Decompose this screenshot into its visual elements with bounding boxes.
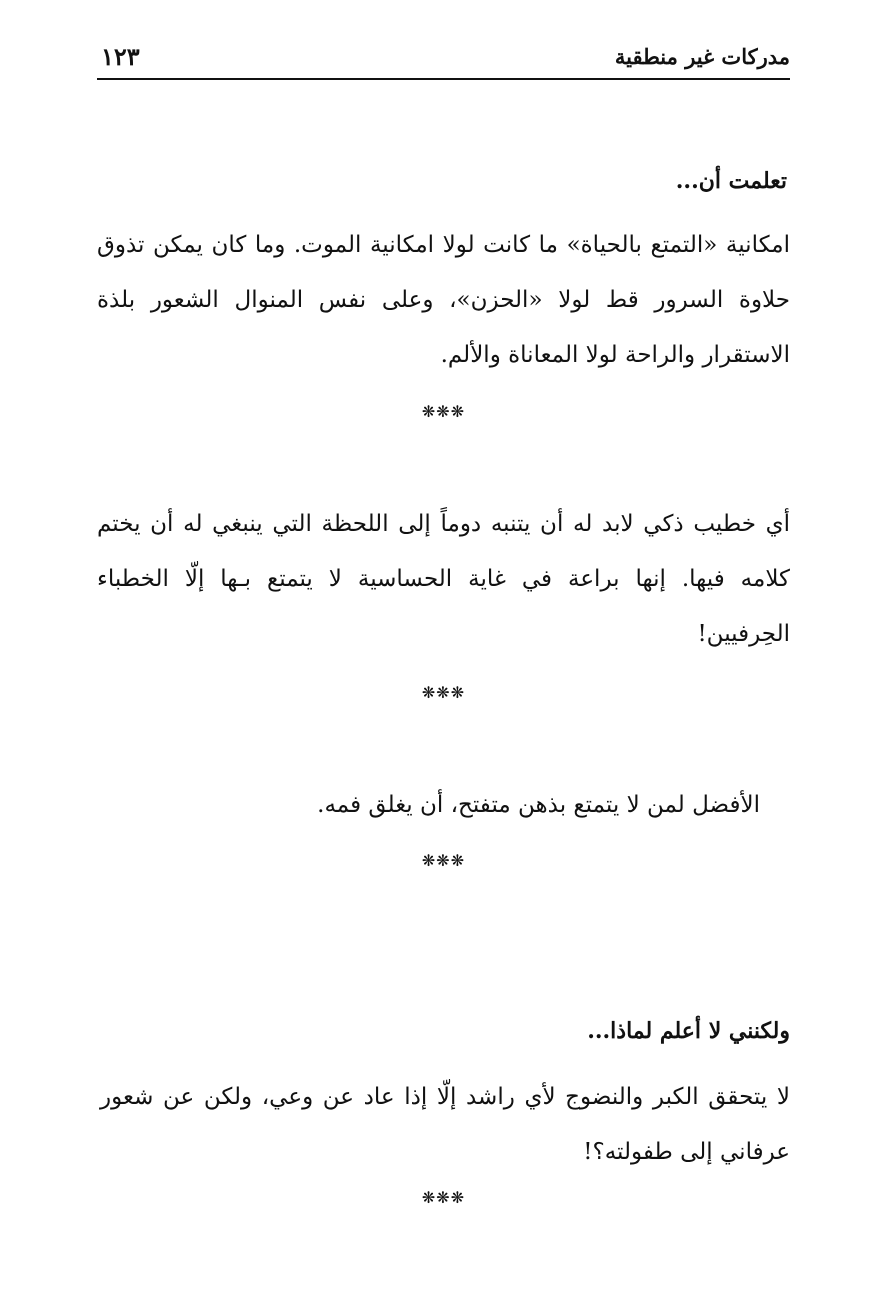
section-separator: ❋❋❋ — [421, 683, 466, 702]
section-separator: ❋❋❋ — [421, 1188, 466, 1207]
paragraph: امكانية «التمتع بالحياة» ما كانت لولا امكانية الموت. وما كان يمكن تذوق حلاوة السرور قط لولا «الحزن»، وعلى نفس المنوال الشعور بلذة الاستقرار والراحة لولا المعاناة والألم. — [97, 232, 790, 368]
section-separator: ❋❋❋ — [421, 851, 466, 870]
paragraph: لا يتحقق الكبر والنضوج لأي راشد إلّا إذا عاد عن وعي، ولكن عن شعور عرفاني إلى طفولته؟! — [100, 1084, 790, 1165]
paragraph: أي خطيب ذكي لابد له أن يتنبه دوماً إلى اللحظة التي ينبغي له أن يختم كلامه فيها. إنها براعة في غاية الحساسية لا يتمتع بـها إلّا الخطباء الحِرفيين! — [97, 511, 790, 647]
paragraph: الأفضل لمن لا يتمتع بذهن متفتح، أن يغلق فمه. — [317, 792, 760, 818]
section-heading: ولكنني لا أعلم لماذا... — [587, 1018, 790, 1044]
section-separator: ❋❋❋ — [421, 402, 466, 421]
running-title: مدركات غير منطقية — [614, 44, 790, 69]
page-number: ١٢٣ — [101, 42, 140, 71]
page-header — [97, 40, 790, 80]
section-heading: تعلمت أن... — [675, 168, 787, 194]
